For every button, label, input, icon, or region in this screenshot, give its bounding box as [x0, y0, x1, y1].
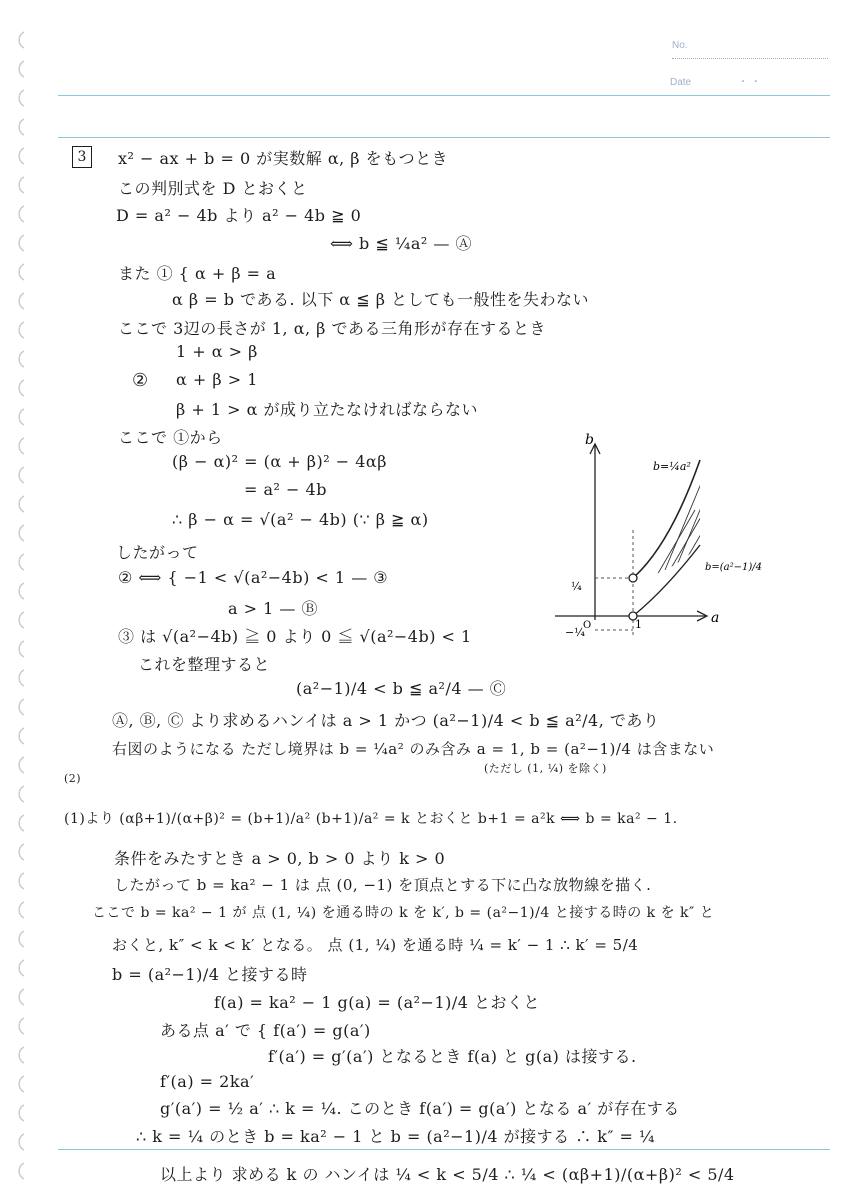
origin-label: O [583, 620, 592, 631]
binder-hole [19, 989, 24, 1005]
text-line: この判別式を D とおくと [118, 179, 308, 198]
x-axis-label: a [711, 610, 720, 626]
text-line: ∴ k = ¼ のとき b = ka² − 1 と b = (a²−1)/4 が接する ∴ k″ = ¼ [136, 1127, 656, 1146]
binder-hole [19, 90, 24, 106]
text-line: ⟺ b ≦ ¼a² — Ⓐ [330, 234, 472, 253]
binder-hole [19, 409, 24, 425]
text-line: ここで 3辺の長さが 1, α, β である三角形が存在するとき [118, 319, 547, 338]
text-line-note: (ただし (1, ¼) を除く) [484, 762, 607, 775]
binder-hole [19, 699, 24, 715]
tick-one: 1 [635, 618, 642, 631]
open-point [629, 574, 637, 582]
binder-hole [19, 322, 24, 338]
text-line: β + 1 > α が成り立たなければならない [176, 400, 478, 419]
text-line: α + β > 1 [176, 370, 258, 389]
binder-hole [19, 32, 24, 48]
y-axis-label: b [585, 432, 594, 448]
binder-hole [19, 728, 24, 744]
binder-hole [19, 438, 24, 454]
binder-holes [0, 0, 34, 1200]
text-line: したがって b = ka² − 1 は 点 (0, −1) を頂点とする下に凸な放物線を描く. [114, 876, 652, 894]
binder-hole [19, 1163, 24, 1179]
text-line: Ⓐ, Ⓑ, Ⓒ より求めるハンイは a > 1 かつ (a²−1)/4 < b ≦ a²/4, であり [112, 711, 660, 730]
text-line: ∴ β − α = √(a² − 4b) (∵ β ≧ α) [172, 510, 429, 529]
binder-hole [19, 612, 24, 628]
binder-hole [19, 1134, 24, 1150]
binder-hole [19, 670, 24, 686]
binder-hole [19, 61, 24, 77]
binder-hole [19, 931, 24, 947]
text-line: 以上より 求める k の ハンイは ¼ < k < 5/4 ∴ ¼ < (αβ+1)/(α+β)² < 5/4 [160, 1165, 735, 1184]
text-line: (β − α)² = (α + β)² − 4αβ [172, 452, 387, 471]
rule-line [58, 1149, 830, 1150]
text-line: a > 1 — Ⓑ [228, 599, 318, 618]
binder-hole [19, 583, 24, 599]
text-line: = a² − 4b [244, 480, 327, 499]
binder-hole [19, 496, 24, 512]
text-line: ここで ①から [118, 428, 223, 447]
binder-hole [19, 119, 24, 135]
text-line: b = (a²−1)/4 と接する時 [112, 965, 308, 984]
binder-hole [19, 757, 24, 773]
text-line: f(a) = ka² − 1 g(a) = (a²−1)/4 とおくと [214, 993, 541, 1012]
binder-hole [19, 1076, 24, 1092]
binder-hole [19, 525, 24, 541]
binder-hole [19, 235, 24, 251]
binder-hole [19, 641, 24, 657]
binder-hole [19, 264, 24, 280]
text-line: g′(a′) = ½ a′ ∴ k = ¼. このとき f(a′) = g(a′) となる a′ が存在する [160, 1099, 680, 1118]
binder-hole [19, 960, 24, 976]
text-line: おくと, k″ < k < k′ となる。 点 (1, ¼) を通る時 ¼ = k′ − 1 ∴ k′ = 5/4 [112, 936, 639, 954]
binder-hole [19, 786, 24, 802]
region-graph [545, 430, 775, 640]
no-line [672, 58, 828, 59]
rule-line [58, 137, 830, 138]
text-line: 条件をみたすとき a > 0, b > 0 より k > 0 [114, 849, 446, 868]
binder-hole [19, 1047, 24, 1063]
text-line: したがって [116, 543, 199, 562]
text-line: D = a² − 4b より a² − 4b ≧ 0 [116, 206, 362, 225]
date-label: Date [670, 77, 692, 88]
binder-hole [19, 1018, 24, 1034]
binder-hole [19, 1105, 24, 1121]
text-line: ある点 a′ で { f(a′) = g(a′) [160, 1021, 371, 1040]
date-separators: ・ ・ [738, 77, 761, 88]
lower-curve [633, 545, 700, 616]
text-line: ここで b = ka² − 1 が 点 (1, ¼) を通る時の k を k′, b = (a²−1)/4 と接する時の k を k″ と [92, 905, 715, 921]
text-line: f′(a′) = g′(a′) となるとき f(a) と g(a) は接する. [268, 1047, 637, 1066]
upper-curve-label: b=¼a² [653, 460, 691, 473]
binder-hole [19, 380, 24, 396]
text-line: x² − ax + b = 0 が実数解 α, β をもつとき [118, 149, 449, 168]
no-label: No. [672, 40, 688, 51]
part-two-label: (2) [64, 772, 82, 785]
binder-hole [19, 873, 24, 889]
text-line: ③ は √(a²−4b) ≧ 0 より 0 ≦ √(a²−4b) < 1 [118, 627, 472, 646]
text-line: また ① { α + β = a [118, 264, 277, 283]
text-line: 1 + α > β [176, 342, 258, 361]
tick-neg-quarter: −¼ [565, 626, 585, 639]
binder-hole [19, 148, 24, 164]
text-line: これを整理すると [138, 655, 271, 674]
text-line: 右図のようになる ただし境界は b = ¼a² のみ含み a = 1, b = (a²−1)/4 は含まない [112, 740, 715, 758]
region-hatch [625, 450, 755, 630]
lower-curve-label: b=(a²−1)/4 [705, 562, 763, 573]
binder-hole [19, 844, 24, 860]
text-line: (1)より (αβ+1)/(α+β)² = (b+1)/a² (b+1)/a² = k とおくと b+1 = a²k ⟺ b = ka² − 1. [64, 811, 678, 827]
circled-two: ② [132, 370, 149, 391]
binder-hole [19, 177, 24, 193]
text-line: f′(a) = 2ka′ [160, 1072, 255, 1091]
binder-hole [19, 293, 24, 309]
binder-hole [19, 467, 24, 483]
binder-hole [19, 902, 24, 918]
tick-quarter: ¼ [571, 580, 582, 593]
rule-line [58, 95, 830, 96]
binder-hole [19, 206, 24, 222]
binder-hole [19, 815, 24, 831]
text-line: ② ⟺ { −1 < √(a²−4b) < 1 — ③ [118, 568, 389, 587]
binder-hole [19, 351, 24, 367]
binder-hole [19, 554, 24, 570]
text-line: α β = b である. 以下 α ≦ β としても一般性を失わない [172, 290, 590, 309]
text-line: (a²−1)/4 < b ≦ a²/4 — Ⓒ [296, 679, 507, 698]
problem-number: 3 [72, 146, 92, 168]
